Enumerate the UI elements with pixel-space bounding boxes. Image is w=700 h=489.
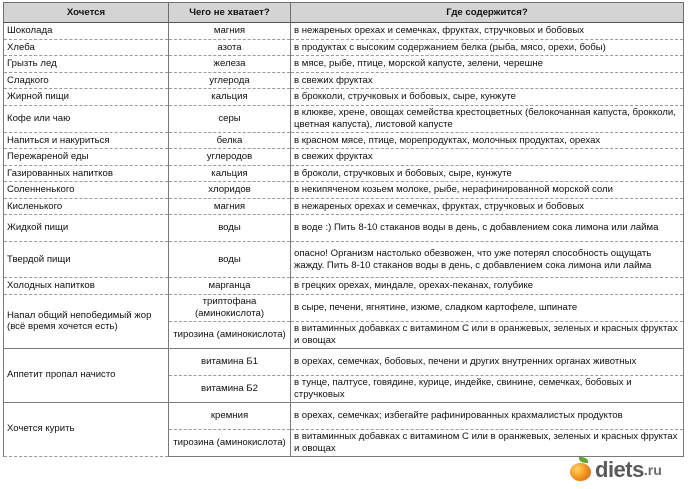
- found-in-cell: в нежареных орехах и семечках, фруктах, стручковых и бобовых: [291, 23, 684, 40]
- table-row: [4, 242, 684, 278]
- header-row: [4, 3, 684, 23]
- craving-cell: Жирной пищи: [4, 89, 169, 106]
- lacking-cell: кальция: [169, 165, 291, 182]
- watermark-text: diets: [595, 457, 644, 482]
- found-in-cell: в свежих фруктах: [291, 72, 684, 89]
- craving-cell: Аппетит пропал начисто: [4, 348, 169, 402]
- lacking-cell: азота: [169, 39, 291, 56]
- craving-cell: Кофе или чаю: [4, 105, 169, 132]
- table-row: [4, 72, 684, 89]
- found-in-cell: опасно! Организм настолько обезвожен, что уже потерял способность ощущать жажду. Пить 8-10 стаканов воды в день, с добавлением сока лимона или лайма: [291, 242, 684, 278]
- craving-cell: Соленненького: [4, 182, 169, 199]
- found-in-cell: в некипяченом козьем молоке, рыбе, нерафинированной морской соли: [291, 182, 684, 199]
- table-row: [4, 294, 684, 321]
- table-row: [4, 149, 684, 166]
- lacking-cell: триптофана (аминокислота): [169, 294, 291, 321]
- lacking-cell: кальция: [169, 89, 291, 106]
- header-craving: Хочется: [4, 3, 169, 23]
- lacking-cell: серы: [169, 105, 291, 132]
- found-in-cell: в мясе, рыбе, птице, морской капусте, зелени, черешне: [291, 56, 684, 73]
- lacking-cell: воды: [169, 215, 291, 242]
- found-in-cell: в тунце, палтусе, говядине, курице, индейке, свинине, семечках, бобовых и стручковых: [291, 375, 684, 402]
- table-row: [4, 105, 684, 132]
- craving-cell: Жидкой пищи: [4, 215, 169, 242]
- lacking-cell: витамина Б2: [169, 375, 291, 402]
- lacking-cell: витамина Б1: [169, 348, 291, 375]
- lacking-cell: тирозина (аминокислота): [169, 429, 291, 456]
- apple-icon: [568, 457, 594, 483]
- lacking-cell: белка: [169, 132, 291, 149]
- lacking-cell: магния: [169, 198, 291, 215]
- craving-cell: Холодных напитков: [4, 278, 169, 295]
- table-row: [4, 39, 684, 56]
- found-in-cell: в свежих фруктах: [291, 149, 684, 166]
- table-row: [4, 89, 684, 106]
- craving-cell: Напиться и накуриться: [4, 132, 169, 149]
- found-in-cell: в витаминных добавках с витамином С или в оранжевых, зеленых и красных фруктах и овощах: [291, 429, 684, 456]
- table-row: [4, 23, 684, 40]
- table-row: [4, 278, 684, 295]
- lacking-cell: хлоридов: [169, 182, 291, 199]
- table-row: [4, 198, 684, 215]
- found-in-cell: в продуктах с высоким содержанием белка (рыба, мясо, орехи, бобы): [291, 39, 684, 56]
- table-row: [4, 182, 684, 199]
- lacking-cell: магния: [169, 23, 291, 40]
- craving-cell: Грызть лед: [4, 56, 169, 73]
- found-in-cell: в нежареных орехах и семечках, фруктах, стручковых и бобовых: [291, 198, 684, 215]
- craving-cell: Сладкого: [4, 72, 169, 89]
- found-in-cell: в орехах, семечках; избегайте рафинированных крахмалистых продуктов: [291, 402, 684, 429]
- watermark-tld: .ru: [643, 462, 662, 478]
- found-in-cell: в воде :) Пить 8-10 стаканов воды в день, с добавлением сока лимона или лайма: [291, 215, 684, 242]
- lacking-cell: марганца: [169, 278, 291, 295]
- craving-cell: Газированных напитков: [4, 165, 169, 182]
- header-found-in: Где содержится?: [291, 3, 684, 23]
- found-in-cell: в сыре, печени, ягнятине, изюме, сладком картофеле, шпинате: [291, 294, 684, 321]
- table-row: [4, 132, 684, 149]
- craving-cell: Напал общий непобедимый жор (всё время хочется есть): [4, 294, 169, 348]
- table-row: [4, 402, 684, 429]
- diets-watermark: [568, 455, 696, 485]
- cravings-table: [3, 2, 684, 457]
- lacking-cell: тирозина (аминокислота): [169, 321, 291, 348]
- found-in-cell: в витаминных добавках с витамином С или в оранжевых, зеленых и красных фруктах и овощах: [291, 321, 684, 348]
- found-in-cell: в грецких орехах, миндале, орехах-пеканах, голубике: [291, 278, 684, 295]
- lacking-cell: кремния: [169, 402, 291, 429]
- craving-cell: Шоколада: [4, 23, 169, 40]
- table-row: [4, 165, 684, 182]
- found-in-cell: в клюкве, хрене, овощах семейства крестоцветных (белокочанная капуста, брокколи, цветная капуста), листовой капусте: [291, 105, 684, 132]
- craving-cell: Хлеба: [4, 39, 169, 56]
- lacking-cell: углеродов: [169, 149, 291, 166]
- craving-cell: Хочется курить: [4, 402, 169, 456]
- found-in-cell: в красном мясе, птице, морепродуктах, молочных продуктах, орехах: [291, 132, 684, 149]
- found-in-cell: в орехах, семечках, бобовых, печени и других внутренних органах животных: [291, 348, 684, 375]
- craving-cell: Пережареной еды: [4, 149, 169, 166]
- lacking-cell: воды: [169, 242, 291, 278]
- lacking-cell: железа: [169, 56, 291, 73]
- header-lacking: Чего не хватает?: [169, 3, 291, 23]
- found-in-cell: в брокколи, стручковых и бобовых, сыре, кунжуте: [291, 89, 684, 106]
- table-row: [4, 348, 684, 375]
- craving-cell: Кисленького: [4, 198, 169, 215]
- table-row: [4, 56, 684, 73]
- table-row: [4, 215, 684, 242]
- found-in-cell: в броколи, стручковых и бобовых, сыре, кунжуте: [291, 165, 684, 182]
- lacking-cell: углерода: [169, 72, 291, 89]
- craving-cell: Твердой пищи: [4, 242, 169, 278]
